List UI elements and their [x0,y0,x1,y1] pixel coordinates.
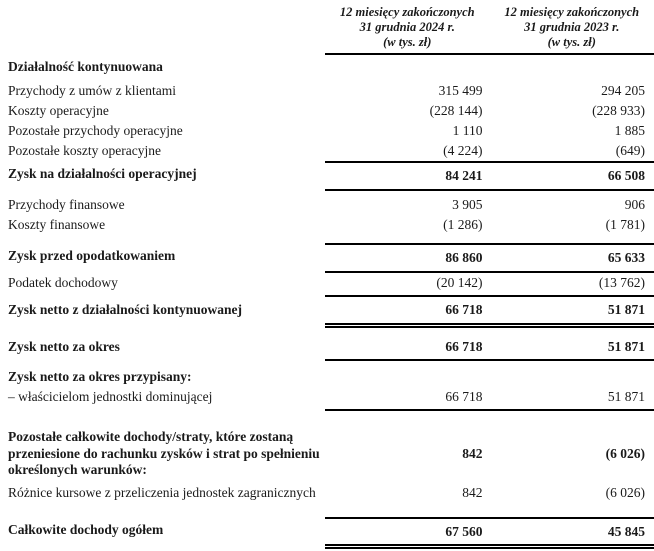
value-2023: (1 781) [605,217,645,232]
value-2024: 842 [462,445,483,461]
table-row-pozostale-przychody [0,121,654,141]
column-header-line: 12 miesięcy zakończonych [339,5,475,19]
row-label: Pozostałe przychody operacyjne [8,123,183,138]
table-row-koszty-operacyjne [0,101,654,121]
value-2023: 51 871 [607,339,645,354]
value-2024: 3 905 [452,197,483,212]
value-2023: 65 633 [607,250,645,265]
total-row-zysk-netto-za-okres [0,337,654,361]
value-2023: (228 933) [592,103,645,118]
value-2023: (649) [615,143,645,158]
value-2023 [488,57,654,77]
row-label: Całkowite dochody ogółem [8,521,164,537]
column-header-line: 31 grudnia 2024 r. [359,20,455,34]
table-header [0,5,654,55]
row-label: Pozostałe koszty operacyjne [8,143,161,158]
row-label: Podatek dochodowy [8,275,118,290]
row-label: – właścicielom jednostki dominującej [8,389,213,404]
value-2024: 67 560 [445,523,483,539]
section-row-zysk-przypisany [0,367,654,387]
value-2024: 66 718 [445,389,483,404]
row-label: Zysk netto za okres przypisany: [8,369,192,384]
value-2023: 1 885 [614,123,645,138]
total-row-zysk-operacyjny [0,161,654,191]
value-2024: 66 718 [445,302,483,317]
value-2024: 842 [462,484,483,500]
row-label: Przychody z umów z klientami [8,83,176,98]
column-header-line: 31 grudnia 2023 r. [524,20,620,34]
value-2024: 315 499 [438,83,483,98]
value-2024: 86 860 [445,250,483,265]
value-2024: 66 718 [445,339,483,354]
total-row-zysk-przed-opodatkowaniem [0,243,654,273]
value-2023: 51 871 [607,389,645,404]
value-2024: 84 241 [445,168,483,183]
value-2023: (13 762) [598,275,645,290]
column-header-line: (w tys. zł) [383,35,432,49]
header-spacer [0,5,325,55]
column-header-2023 [490,5,654,50]
row-label: Zysk netto z działalności kontynuowanej [8,302,243,317]
table-row-roznice-kursowe [0,483,654,503]
row-label: Działalność kontynuowana [8,59,163,74]
value-2023: 51 871 [607,302,645,317]
value-2023: 66 508 [607,168,645,183]
table-row-pozostale-koszty [0,141,654,161]
value-2024 [325,367,488,387]
value-2024: 1 110 [452,123,483,138]
value-2023: (6 026) [605,484,645,500]
table-row-podatek-dochodowy [0,273,654,297]
value-2023: 294 205 [601,83,645,98]
row-label: Zysk netto za okres [8,339,120,354]
row-label: Koszty finansowe [8,217,106,232]
section-row-pozostale-calkowite-dochody [0,429,654,479]
column-header-line: (w tys. zł) [547,35,596,49]
column-header-line: 12 miesięcy zakończonych [504,5,640,19]
section-row-dzialalnosc-kontynuowana [0,57,654,77]
value-2023 [488,367,654,387]
value-2024: (228 144) [429,103,483,118]
row-label: Koszty operacyjne [8,103,109,118]
value-2023: 906 [624,197,645,212]
value-2023: 45 845 [607,523,645,539]
value-2024 [325,57,488,77]
table-row-koszty-finansowe [0,215,654,235]
value-2024: (4 224) [443,143,483,158]
row-label: Różnice kursowe z przeliczenia jednostek zagranicznych [8,484,316,500]
row-label: Zysk przed opodatkowaniem [8,248,176,263]
table-row-przychody-z-umow [0,81,654,101]
value-2024: (20 142) [436,275,483,290]
value-2023: (6 026) [605,445,645,461]
row-label: Przychody finansowe [8,197,125,212]
total-row-zysk-netto-kontynuowana [0,297,654,325]
total-row-calkowite-dochody-ogolem [0,517,654,546]
value-2024: (1 286) [443,217,483,232]
row-label: Zysk na działalności operacyjnej [8,166,197,181]
table-row-przychody-finansowe [0,195,654,215]
column-header-2024 [325,5,490,50]
header-columns [325,5,654,55]
table-row-wlascicielom-jednostki [0,387,654,411]
row-label: Pozostałe całkowite dochody/straty, które zostaną przeniesione do rachunku zysków i strat po spełnieniu określonych warunków: [8,429,320,477]
